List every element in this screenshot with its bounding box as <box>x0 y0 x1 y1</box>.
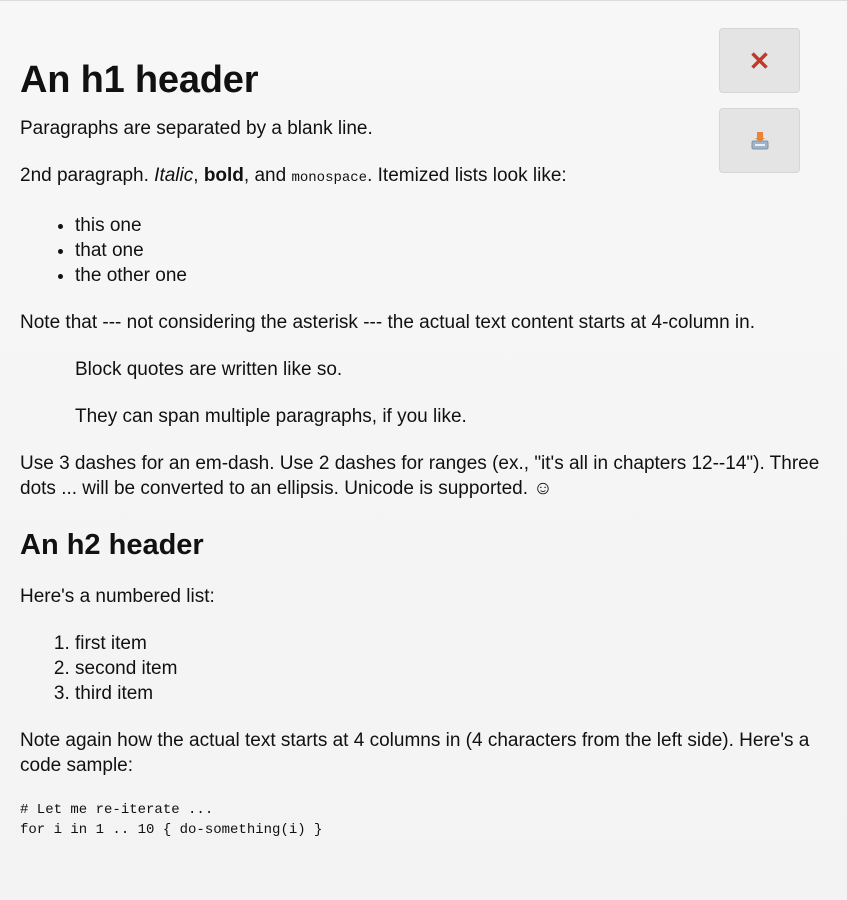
bullet-list <box>20 213 847 288</box>
italic-text: Italic <box>154 165 194 186</box>
paragraph-6: Note again how the actual text starts at 4 columns in (4 characters from the left side). Here's a code sample: <box>20 730 810 776</box>
inbox-tray-icon <box>747 128 773 154</box>
list-item: 3. third item <box>75 681 847 706</box>
h1-header: An h1 header <box>20 59 259 101</box>
paragraph-1: Paragraphs are separated by a blank line. <box>20 118 373 139</box>
numbered-list <box>20 631 847 706</box>
paragraph-2-pre: 2nd paragraph. <box>20 165 155 186</box>
list-item: • this one <box>75 213 847 238</box>
code-sample: # Let me re-iterate ... for i in 1 .. 10 { do-something(i) } <box>20 802 323 838</box>
paragraph-3: Note that --- not considering the asterisk --- the actual text content starts at 4-column in. <box>20 312 755 333</box>
list-item: 2. second item <box>75 656 847 681</box>
bold-text: bold <box>203 165 244 186</box>
paragraph-2-sep1: , <box>193 165 204 186</box>
close-icon: ✕ <box>748 45 771 76</box>
list-item: • that one <box>75 238 847 263</box>
paragraph-2-sep2: , and <box>243 165 292 186</box>
blockquote <box>75 357 847 429</box>
list-item: 1. first item <box>75 631 847 656</box>
paragraph-4: Use 3 dashes for an em-dash. Use 2 dashes for ranges (ex., "it's all in chapters 12--14"). Three dots ... will be converted to an ellipsis. Unicode is supported. ☺ <box>20 453 820 499</box>
paragraph-5: Here's a numbered list: <box>20 586 215 607</box>
paragraph-2-post: . Itemized lists look like: <box>367 165 567 186</box>
quote-paragraph: Block quotes are written like so. <box>75 359 343 380</box>
export-button[interactable] <box>719 108 800 173</box>
close-button[interactable] <box>719 28 800 93</box>
list-item: • the other one <box>75 263 847 288</box>
h2-header: An h2 header <box>20 529 204 561</box>
monospace-text: monospace <box>291 170 368 186</box>
quote-paragraph: They can span multiple paragraphs, if you like. <box>75 406 467 427</box>
